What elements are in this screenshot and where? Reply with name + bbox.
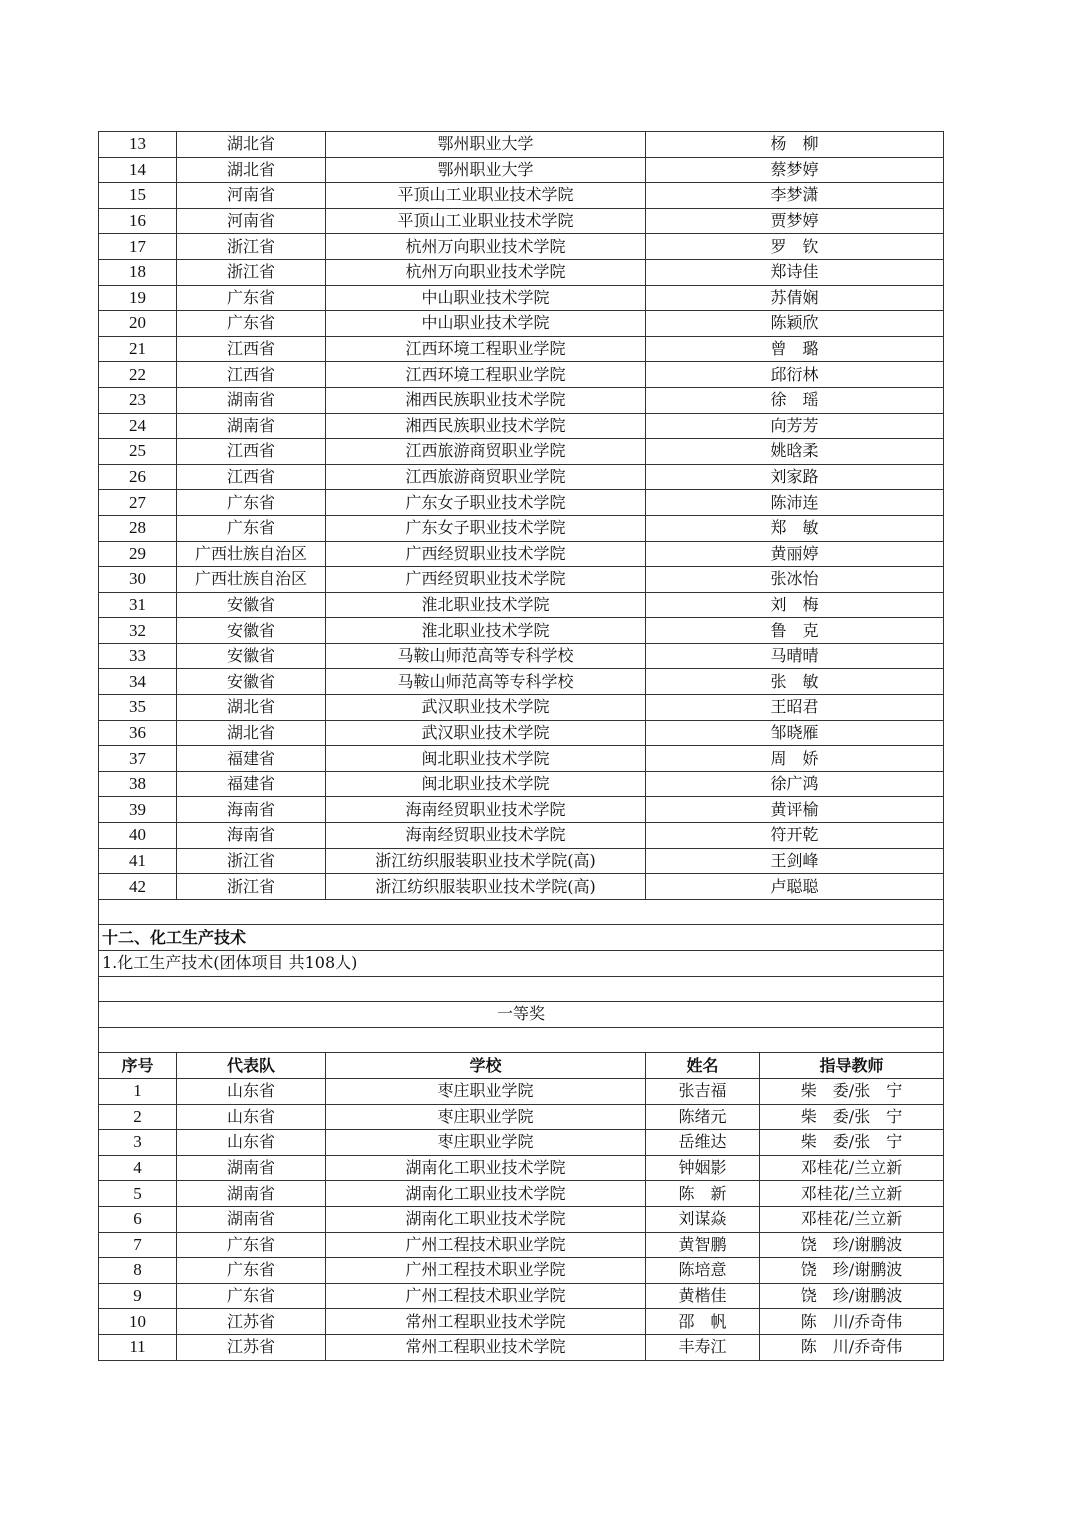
row-index: 10 (99, 1309, 177, 1335)
table-row (99, 234, 944, 260)
row-index: 20 (99, 311, 177, 337)
row-team: 广东省 (177, 1258, 326, 1284)
table-row (99, 285, 944, 311)
row-team: 海南省 (177, 823, 326, 849)
row-advisor: 柴 委/张 宁 (760, 1078, 944, 1104)
row-name: 姚晗柔 (646, 439, 944, 465)
row-advisor: 柴 委/张 宁 (760, 1104, 944, 1130)
row-name: 陈颖欣 (646, 311, 944, 337)
table-header-row (99, 1053, 944, 1079)
row-name: 周 娇 (646, 746, 944, 772)
row-index: 5 (99, 1181, 177, 1207)
table-row (99, 567, 944, 593)
header-team: 代表队 (177, 1053, 326, 1079)
row-school: 海南经贸职业技术学院 (326, 797, 646, 823)
row-name: 黄楷佳 (646, 1283, 760, 1309)
row-name: 黄评榆 (646, 797, 944, 823)
row-name: 陈培意 (646, 1258, 760, 1284)
row-index: 39 (99, 797, 177, 823)
row-index: 41 (99, 848, 177, 874)
row-team: 广东省 (177, 1232, 326, 1258)
row-school: 平顶山工业职业技术学院 (326, 208, 646, 234)
row-team: 江西省 (177, 439, 326, 465)
row-school: 武汉职业技术学院 (326, 695, 646, 721)
row-school: 杭州万向职业技术学院 (326, 259, 646, 285)
row-name: 徐广鸿 (646, 771, 944, 797)
row-team: 海南省 (177, 797, 326, 823)
table-row (99, 643, 944, 669)
row-name: 罗 钦 (646, 234, 944, 260)
table-row (99, 1181, 944, 1207)
row-index: 11 (99, 1334, 177, 1360)
row-name: 丰寿江 (646, 1334, 760, 1360)
row-team: 广东省 (177, 1283, 326, 1309)
row-school: 广东女子职业技术学院 (326, 490, 646, 516)
table-row (99, 157, 944, 183)
row-team: 广东省 (177, 311, 326, 337)
row-index: 16 (99, 208, 177, 234)
row-team: 湖南省 (177, 413, 326, 439)
table-row (99, 311, 944, 337)
header-index: 序号 (99, 1053, 177, 1079)
row-team: 湖北省 (177, 157, 326, 183)
row-name: 鲁 克 (646, 618, 944, 644)
row-team: 湖南省 (177, 387, 326, 413)
row-name: 向芳芳 (646, 413, 944, 439)
row-team: 安徽省 (177, 618, 326, 644)
blank-row (99, 899, 944, 925)
row-index: 27 (99, 490, 177, 516)
row-index: 7 (99, 1232, 177, 1258)
row-name: 陈 新 (646, 1181, 760, 1207)
table-row (99, 848, 944, 874)
row-team: 安徽省 (177, 592, 326, 618)
row-name: 张吉福 (646, 1078, 760, 1104)
table-row (99, 541, 944, 567)
row-name: 符开乾 (646, 823, 944, 849)
table-row (99, 183, 944, 209)
award-level: 一等奖 (99, 1002, 944, 1028)
row-name: 岳维达 (646, 1130, 760, 1156)
row-index: 8 (99, 1258, 177, 1284)
row-team: 广东省 (177, 490, 326, 516)
row-school: 湖南化工职业技术学院 (326, 1155, 646, 1181)
table-row (99, 1078, 944, 1104)
row-name: 王剑峰 (646, 848, 944, 874)
table-row (99, 132, 944, 158)
row-school: 广东女子职业技术学院 (326, 515, 646, 541)
row-advisor: 陈 川/乔奇伟 (760, 1334, 944, 1360)
row-index: 33 (99, 643, 177, 669)
row-team: 安徽省 (177, 643, 326, 669)
row-school: 浙江纺织服装职业技术学院(高) (326, 848, 646, 874)
table-row (99, 490, 944, 516)
row-name: 刘家路 (646, 464, 944, 490)
row-name: 黄丽婷 (646, 541, 944, 567)
row-school: 湖南化工职业技术学院 (326, 1206, 646, 1232)
table-row (99, 720, 944, 746)
section-subtitle: 1.化工生产技术(团体项目 共108人) (99, 951, 944, 977)
row-name: 苏倩娴 (646, 285, 944, 311)
row-school: 海南经贸职业技术学院 (326, 823, 646, 849)
row-name: 卢聪聪 (646, 874, 944, 900)
row-advisor: 陈 川/乔奇伟 (760, 1309, 944, 1335)
row-name: 郑 敏 (646, 515, 944, 541)
table-row (99, 1206, 944, 1232)
row-school: 杭州万向职业技术学院 (326, 234, 646, 260)
table-row (99, 592, 944, 618)
table-row (99, 439, 944, 465)
row-index: 24 (99, 413, 177, 439)
row-name: 邹晓雁 (646, 720, 944, 746)
row-name: 钟姻影 (646, 1155, 760, 1181)
row-name: 蔡梦婷 (646, 157, 944, 183)
row-team: 湖北省 (177, 132, 326, 158)
row-team: 湖北省 (177, 720, 326, 746)
row-team: 湖南省 (177, 1206, 326, 1232)
table-row (99, 464, 944, 490)
row-index: 1 (99, 1078, 177, 1104)
row-school: 淮北职业技术学院 (326, 618, 646, 644)
row-school: 广西经贸职业技术学院 (326, 567, 646, 593)
row-team: 广西壮族自治区 (177, 541, 326, 567)
row-advisor: 邓桂花/兰立新 (760, 1155, 944, 1181)
row-advisor: 饶 珍/谢鹏波 (760, 1258, 944, 1284)
row-index: 34 (99, 669, 177, 695)
row-index: 19 (99, 285, 177, 311)
row-school: 江西旅游商贸职业学院 (326, 439, 646, 465)
row-index: 31 (99, 592, 177, 618)
row-advisor: 饶 珍/谢鹏波 (760, 1283, 944, 1309)
table-row (99, 208, 944, 234)
row-name: 李梦潇 (646, 183, 944, 209)
row-team: 江苏省 (177, 1334, 326, 1360)
row-school: 马鞍山师范高等专科学校 (326, 643, 646, 669)
row-name: 陈绪元 (646, 1104, 760, 1130)
row-index: 40 (99, 823, 177, 849)
row-school: 枣庄职业学院 (326, 1078, 646, 1104)
row-team: 湖南省 (177, 1181, 326, 1207)
row-team: 浙江省 (177, 874, 326, 900)
row-index: 32 (99, 618, 177, 644)
row-school: 江西环境工程职业学院 (326, 336, 646, 362)
row-name: 贾梦婷 (646, 208, 944, 234)
blank-row (99, 976, 944, 1002)
row-school: 淮北职业技术学院 (326, 592, 646, 618)
row-team: 福建省 (177, 746, 326, 772)
row-school: 闽北职业技术学院 (326, 746, 646, 772)
row-index: 42 (99, 874, 177, 900)
row-school: 中山职业技术学院 (326, 311, 646, 337)
row-index: 22 (99, 362, 177, 388)
row-name: 张 敏 (646, 669, 944, 695)
row-index: 15 (99, 183, 177, 209)
row-school: 广西经贸职业技术学院 (326, 541, 646, 567)
blank-row (99, 1027, 944, 1053)
table-row (99, 1334, 944, 1360)
row-school: 闽北职业技术学院 (326, 771, 646, 797)
table-row (99, 1155, 944, 1181)
row-school: 武汉职业技术学院 (326, 720, 646, 746)
table-row (99, 259, 944, 285)
table-row (99, 695, 944, 721)
row-name: 马晴晴 (646, 643, 944, 669)
row-name: 邱衍林 (646, 362, 944, 388)
table-row (99, 746, 944, 772)
row-school: 鄂州职业大学 (326, 157, 646, 183)
row-name: 张冰怡 (646, 567, 944, 593)
row-index: 37 (99, 746, 177, 772)
row-team: 湖南省 (177, 1155, 326, 1181)
row-index: 18 (99, 259, 177, 285)
row-index: 9 (99, 1283, 177, 1309)
row-school: 湘西民族职业技术学院 (326, 387, 646, 413)
row-name: 邵 帆 (646, 1309, 760, 1335)
row-team: 浙江省 (177, 234, 326, 260)
row-name: 杨 柳 (646, 132, 944, 158)
row-school: 枣庄职业学院 (326, 1104, 646, 1130)
row-school: 常州工程职业技术学院 (326, 1309, 646, 1335)
row-team: 江西省 (177, 336, 326, 362)
row-team: 浙江省 (177, 259, 326, 285)
section-title: 十二、化工生产技术 (99, 925, 944, 951)
row-school: 常州工程职业技术学院 (326, 1334, 646, 1360)
row-index: 26 (99, 464, 177, 490)
row-team: 山东省 (177, 1130, 326, 1156)
row-name: 刘 梅 (646, 592, 944, 618)
header-school: 学校 (326, 1053, 646, 1079)
row-index: 6 (99, 1206, 177, 1232)
row-school: 江西旅游商贸职业学院 (326, 464, 646, 490)
row-name: 郑诗佳 (646, 259, 944, 285)
row-index: 38 (99, 771, 177, 797)
row-index: 4 (99, 1155, 177, 1181)
row-team: 湖北省 (177, 695, 326, 721)
row-school: 浙江纺织服装职业技术学院(高) (326, 874, 646, 900)
row-team: 山东省 (177, 1104, 326, 1130)
row-team: 广东省 (177, 285, 326, 311)
table-row (99, 413, 944, 439)
row-school: 枣庄职业学院 (326, 1130, 646, 1156)
row-advisor: 邓桂花/兰立新 (760, 1181, 944, 1207)
row-name: 黄智鹏 (646, 1232, 760, 1258)
table-row (99, 1309, 944, 1335)
row-index: 36 (99, 720, 177, 746)
row-index: 21 (99, 336, 177, 362)
row-school: 中山职业技术学院 (326, 285, 646, 311)
award-list-table (98, 131, 944, 1361)
table-row (99, 874, 944, 900)
table-row (99, 1232, 944, 1258)
row-index: 28 (99, 515, 177, 541)
row-school: 平顶山工业职业技术学院 (326, 183, 646, 209)
row-school: 湖南化工职业技术学院 (326, 1181, 646, 1207)
table-row (99, 797, 944, 823)
row-name: 王昭君 (646, 695, 944, 721)
row-team: 安徽省 (177, 669, 326, 695)
row-index: 14 (99, 157, 177, 183)
table-row (99, 387, 944, 413)
row-school: 广州工程技术职业学院 (326, 1283, 646, 1309)
row-team: 广东省 (177, 515, 326, 541)
row-index: 25 (99, 439, 177, 465)
table-row (99, 1104, 944, 1130)
row-advisor: 邓桂花/兰立新 (760, 1206, 944, 1232)
row-index: 17 (99, 234, 177, 260)
row-advisor: 饶 珍/谢鹏波 (760, 1232, 944, 1258)
row-school: 广州工程技术职业学院 (326, 1232, 646, 1258)
row-index: 30 (99, 567, 177, 593)
row-team: 江苏省 (177, 1309, 326, 1335)
row-team: 福建省 (177, 771, 326, 797)
table-row (99, 1258, 944, 1284)
row-index: 2 (99, 1104, 177, 1130)
row-name: 徐 瑶 (646, 387, 944, 413)
row-school: 广州工程技术职业学院 (326, 1258, 646, 1284)
row-team: 山东省 (177, 1078, 326, 1104)
row-name: 曾 璐 (646, 336, 944, 362)
table-row (99, 1130, 944, 1156)
header-advisor: 指导教师 (760, 1053, 944, 1079)
table-row (99, 669, 944, 695)
row-index: 29 (99, 541, 177, 567)
row-school: 江西环境工程职业学院 (326, 362, 646, 388)
row-index: 3 (99, 1130, 177, 1156)
table-row (99, 362, 944, 388)
table-row (99, 1283, 944, 1309)
table-row (99, 771, 944, 797)
row-team: 浙江省 (177, 848, 326, 874)
row-index: 35 (99, 695, 177, 721)
row-school: 鄂州职业大学 (326, 132, 646, 158)
table-row (99, 336, 944, 362)
row-team: 江西省 (177, 362, 326, 388)
row-team: 河南省 (177, 208, 326, 234)
row-index: 23 (99, 387, 177, 413)
header-name: 姓名 (646, 1053, 760, 1079)
table-row (99, 515, 944, 541)
row-name: 陈沛连 (646, 490, 944, 516)
row-school: 湘西民族职业技术学院 (326, 413, 646, 439)
row-name: 刘谋焱 (646, 1206, 760, 1232)
table-row (99, 823, 944, 849)
row-team: 河南省 (177, 183, 326, 209)
table-row (99, 618, 944, 644)
row-team: 广西壮族自治区 (177, 567, 326, 593)
row-index: 13 (99, 132, 177, 158)
row-school: 马鞍山师范高等专科学校 (326, 669, 646, 695)
row-advisor: 柴 委/张 宁 (760, 1130, 944, 1156)
row-team: 江西省 (177, 464, 326, 490)
